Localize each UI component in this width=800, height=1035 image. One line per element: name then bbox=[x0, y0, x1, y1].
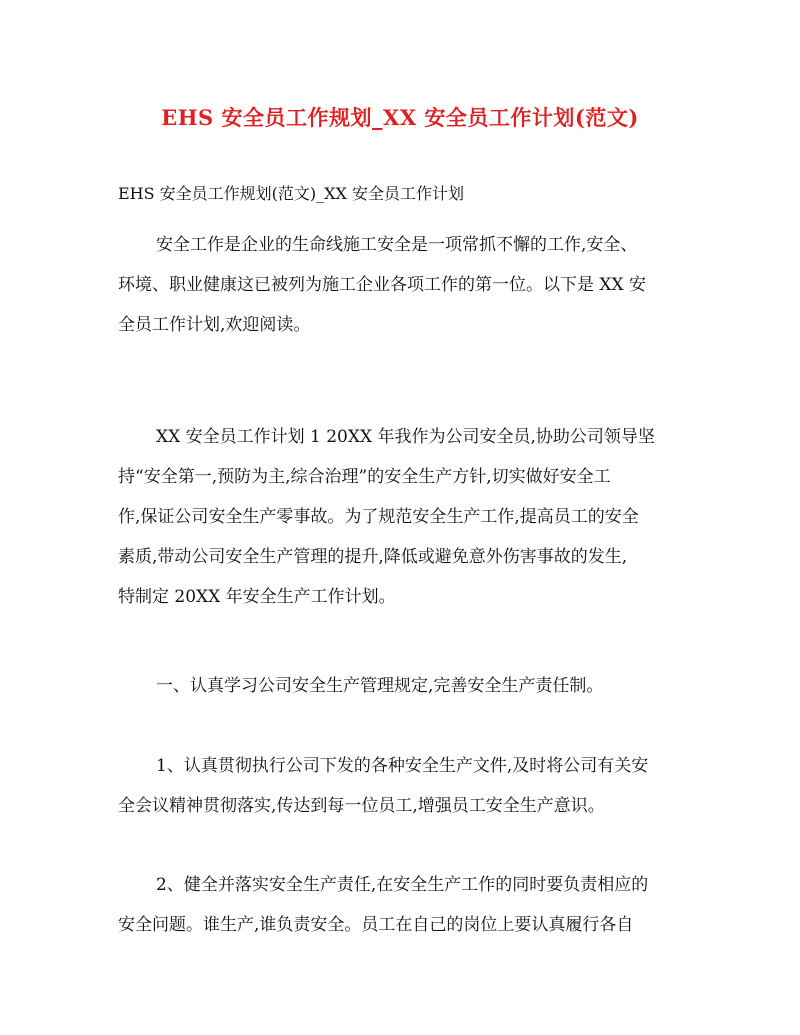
paragraph-2-line-1: XX 安全员工作计划 1 20XX 年我作为公司安全员,协助公司领导坚 bbox=[156, 427, 655, 447]
paragraph-5-line-1: 2、健全并落实安全生产责任,在安全生产工作的同时要负责相应的 bbox=[156, 875, 649, 895]
paragraph-2-line-3: 作,保证公司安全生产零事故。为了规范安全生产工作,提高员工的安全 bbox=[118, 507, 639, 527]
paragraph-4-line-2: 全会议精神贯彻落实,传达到每一位员工,增强员工安全生产意识。 bbox=[118, 796, 605, 816]
document-title: EHS 安全员工作规划_XX 安全员工作计划(范文) bbox=[161, 105, 639, 130]
paragraph-2-line-2: 持“安全第一,预防为主,综合治理”的安全生产方针,切实做好安全工 bbox=[118, 467, 611, 487]
paragraph-3-line-1: 一、认真学习公司安全生产管理规定,完善安全生产责任制。 bbox=[156, 676, 604, 696]
paragraph-2-line-4: 素质,带动公司安全生产管理的提升,降低或避免意外伤害事故的发生, bbox=[118, 547, 628, 567]
paragraph-5-line-2: 安全问题。谁生产,谁负责安全。员工在自己的岗位上要认真履行各自 bbox=[118, 915, 634, 935]
paragraph-1-line-1: 安全工作是企业的生命线施工安全是一项常抓不懈的工作,安全、 bbox=[156, 235, 638, 255]
paragraph-4-line-1: 1、认真贯彻执行公司下发的各种安全生产文件,及时将公司有关安 bbox=[156, 756, 649, 776]
paragraph-2-line-5: 特制定 20XX 年安全生产工作计划。 bbox=[118, 587, 396, 607]
paragraph-1-line-3: 全员工作计划,欢迎阅读。 bbox=[118, 315, 311, 335]
document-subtitle: EHS 安全员工作规划(范文)_XX 安全员工作计划 bbox=[118, 184, 465, 203]
paragraph-1-line-2: 环境、职业健康这已被列为施工企业各项工作的第一位。以下是 XX 安 bbox=[118, 275, 647, 295]
